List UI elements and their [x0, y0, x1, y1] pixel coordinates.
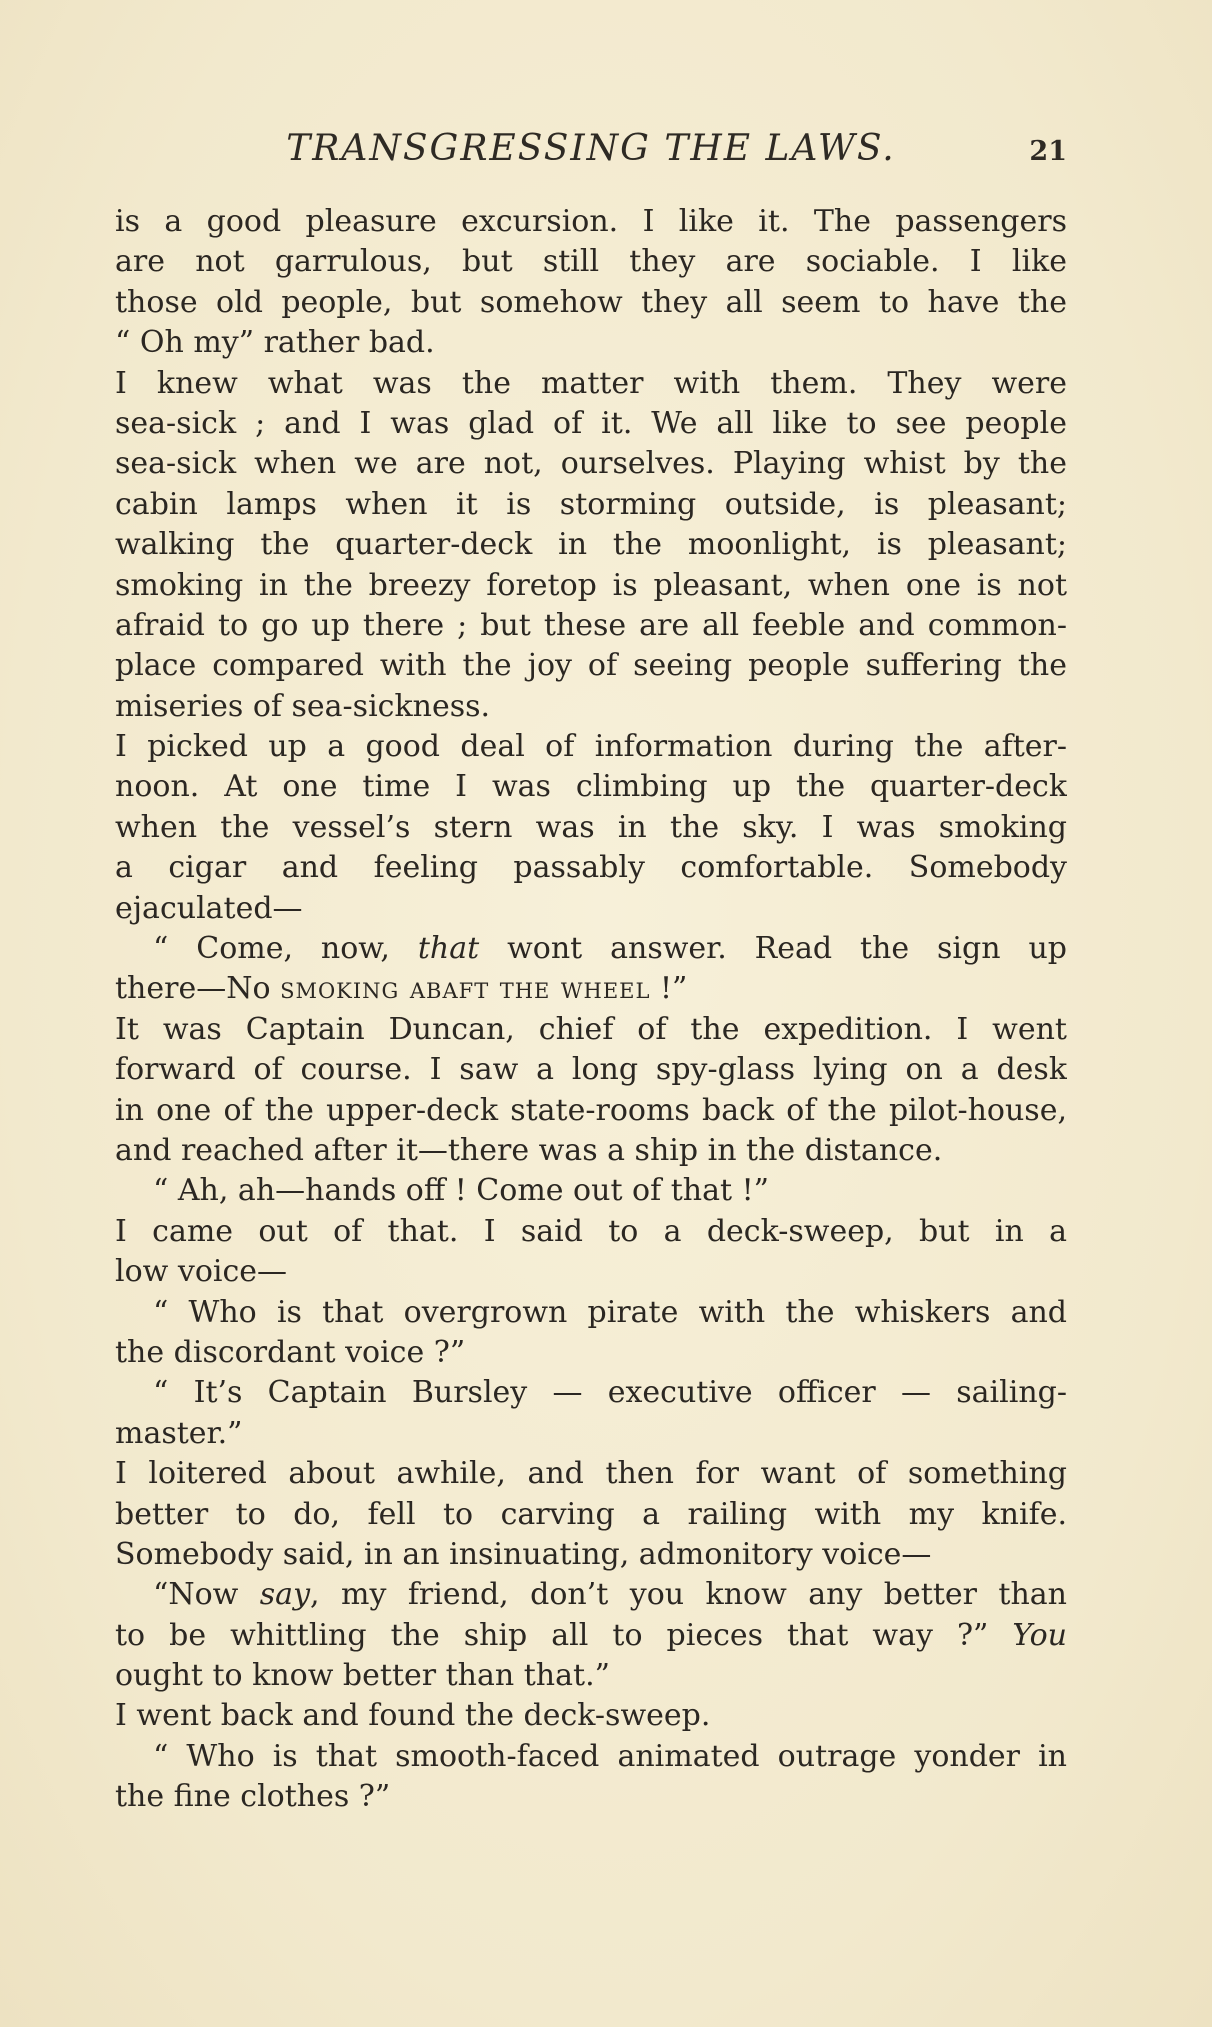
line-text: better to do, fell to carving a railing with my knife.	[115, 1496, 1067, 1532]
line-text: Somebody said, in an insinuating, admonitory voice—	[115, 1536, 932, 1572]
text-line	[115, 1171, 1067, 1211]
line-text: ejaculated—	[115, 890, 303, 926]
text-line	[115, 1091, 1067, 1131]
text-line	[115, 848, 1067, 888]
page-header	[115, 128, 1067, 178]
text-line	[115, 202, 1067, 242]
line-text: cabin lamps when it is storming outside, is pleasant;	[115, 486, 1067, 522]
text-line	[115, 1616, 1067, 1656]
text-line	[115, 1050, 1067, 1090]
text-line	[115, 1252, 1067, 1292]
line-text: walking the quarter-deck in the moonlight, is pleasant;	[115, 527, 1067, 563]
text-line	[115, 1656, 1067, 1696]
line-text: a cigar and feeling passably comfortable. Somebody	[115, 850, 1067, 886]
text-line	[115, 646, 1067, 686]
line-text: in one of the upper-deck state-rooms back of the pilot-house,	[115, 1092, 1067, 1128]
text-line	[115, 1131, 1067, 1171]
line-text: I went back and found the deck-sweep.	[115, 1698, 711, 1734]
small-caps-sign: smoking abaft the wheel	[280, 971, 651, 1007]
line-text: sea-sick when we are not, ourselves. Playing whist by the	[115, 446, 1067, 482]
line-text: is a good pleasure excursion. I like it. The passengers	[115, 204, 1067, 239]
line-text: forward of course. I saw a long spy-glass lying on a desk	[115, 1052, 1067, 1088]
text-line	[115, 444, 1067, 484]
text-line	[115, 242, 1067, 282]
text-line	[115, 727, 1067, 767]
line-text: low voice—	[115, 1254, 288, 1290]
line-text: when the vessel’s stern was in the sky. I was smoking	[115, 809, 1067, 845]
italic-word: say	[259, 1577, 311, 1613]
line-text: noon. At one time I was climbing up the quarter-deck	[115, 769, 1067, 805]
line-text: “Now	[153, 1577, 260, 1613]
line-text: It was Captain Duncan, chief of the expedition. I went	[115, 1011, 1067, 1047]
text-line	[115, 889, 1067, 929]
text-line	[115, 767, 1067, 807]
page-number: 21	[1029, 136, 1067, 167]
text-line	[115, 323, 1067, 363]
line-text: !”	[650, 971, 688, 1007]
line-text: master.”	[115, 1415, 243, 1451]
text-line	[115, 404, 1067, 444]
line-text: I knew what was the matter with them. They were	[115, 365, 1067, 401]
line-text: the discordant voice ?”	[115, 1334, 466, 1370]
text-line	[115, 525, 1067, 565]
text-line	[115, 1454, 1067, 1494]
text-line	[115, 1212, 1067, 1252]
line-text: “ Ah, ah—hands off ! Come out of that !”	[153, 1173, 769, 1209]
text-line	[115, 929, 1067, 969]
text-line	[115, 808, 1067, 848]
body-text	[115, 202, 1067, 1818]
line-text: “ Come, now,	[153, 931, 418, 967]
line-text: ought to know better than that.”	[115, 1658, 610, 1694]
line-text: the fine clothes ?”	[115, 1779, 391, 1815]
text-line	[115, 1696, 1067, 1736]
line-text: “ Who is that smooth-faced animated outrage yonder in	[153, 1738, 1067, 1774]
italic-word: that	[417, 931, 480, 967]
text-line	[115, 283, 1067, 323]
line-text: “ Oh my” rather bad.	[115, 325, 435, 361]
text-line	[115, 485, 1067, 525]
line-text: I picked up a good deal of information during the after-	[115, 729, 1067, 765]
text-line	[115, 1414, 1067, 1454]
line-text: “ Who is that overgrown pirate with the whiskers and	[153, 1294, 1067, 1330]
text-line	[115, 687, 1067, 727]
line-text: I loitered about awhile, and then for want of something	[115, 1456, 1067, 1492]
line-text: “ It’s Captain Bursley — executive officer — sailing-	[153, 1375, 1067, 1411]
line-text: , my friend, don’t you know any better than	[310, 1577, 1067, 1613]
line-text: there—No	[115, 971, 281, 1007]
line-text: to be whittling the ship all to pieces that way ?”	[115, 1617, 1013, 1653]
text-line	[115, 364, 1067, 404]
text-line	[115, 1010, 1067, 1050]
line-text: and reached after it—there was a ship in the distance.	[115, 1132, 943, 1168]
line-text: sea-sick ; and I was glad of it. We all like to see people	[115, 405, 1067, 441]
running-title: TRANSGRESSING THE LAWS.	[286, 128, 896, 169]
line-text: afraid to go up there ; but these are all feeble and common-	[115, 607, 1067, 643]
line-text: miseries of sea-sickness.	[115, 688, 491, 724]
italic-word: You	[1012, 1617, 1067, 1653]
line-text: place compared with the joy of seeing people suffering the	[115, 648, 1067, 684]
text-line	[115, 1535, 1067, 1575]
line-text: wont answer. Read the sign up	[479, 931, 1067, 967]
text-line	[115, 1293, 1067, 1333]
text-line	[115, 1777, 1067, 1817]
text-line	[115, 1575, 1067, 1615]
line-text: smoking in the breezy foretop is pleasant, when one is not	[115, 567, 1067, 603]
text-line	[115, 566, 1067, 606]
line-text: those old people, but somehow they all seem to have the	[115, 284, 1067, 320]
text-line	[115, 1333, 1067, 1373]
line-text: I came out of that. I said to a deck-sweep, but in a	[115, 1213, 1067, 1249]
text-line	[115, 1495, 1067, 1535]
text-line	[115, 969, 1067, 1009]
text-line	[115, 1737, 1067, 1777]
line-text: are not garrulous, but still they are sociable. I like	[115, 244, 1067, 280]
text-line	[115, 606, 1067, 646]
text-line	[115, 1373, 1067, 1413]
